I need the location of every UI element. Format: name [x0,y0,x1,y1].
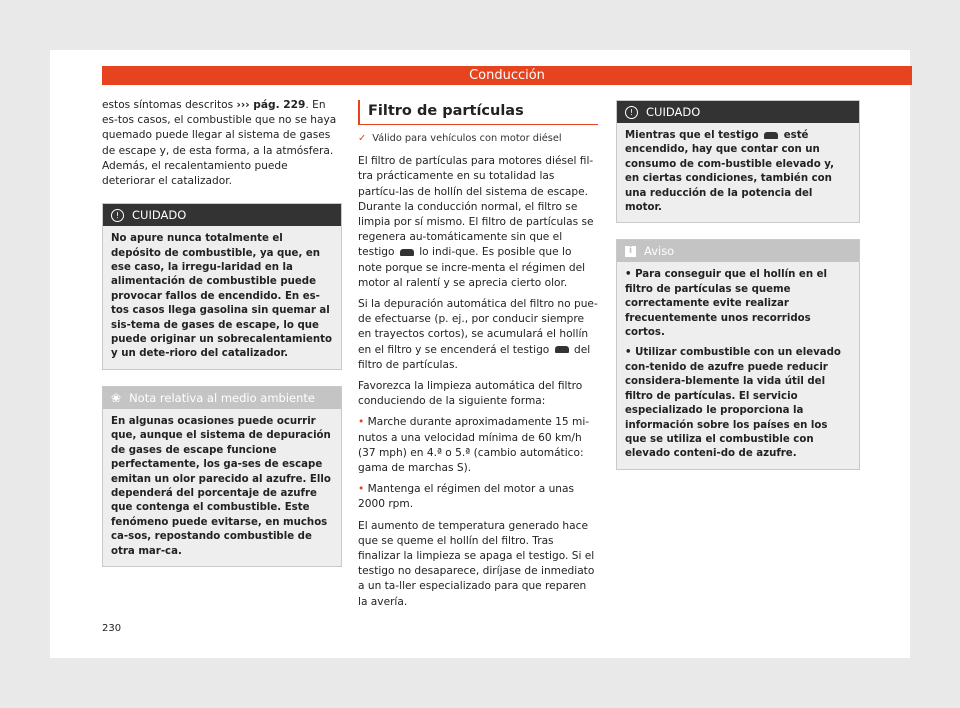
list-item: • Marche durante aproximadamente 15 mi-nutos a una velocidad mínima de 60 km/h (37 mph) en 4.ª o 5.ª (cambio automático: gama de marchas S). [358,416,590,475]
list-item: • Para conseguir que el hollín en el filtro de partículas se queme correctamente evite realizar frecuentemente unos recorridos cortos. [625,269,828,339]
chapter-header: Conducción [102,66,912,85]
environment-note-box [102,386,342,567]
aviso-text [617,262,859,468]
validity-note: ✓ Válido para vehículos con motor diésel [358,131,598,146]
list-item: • Mantenga el régimen del motor a unas 2000 rpm. [358,483,575,511]
caution-box-2 [616,100,860,223]
caution-text-2: Mientras que el testigo esté encendido, hay que contar con un consumo de com-bustible elevado y, en ciertas condiciones, también con una reducción de la potencia del motor. [617,123,859,222]
particle-filter-warning-icon [764,132,778,139]
page [50,50,910,658]
column-middle [358,98,598,616]
paragraph-2: Si la depuración automática del filtro no pue-de efectuarse (p. ej., por conducir siempre en trayectos cortos), se acumulará el hollín en el filtro y se encenderá el testigo del filtro de partículas. [358,298,598,371]
info-icon: i [625,246,636,257]
aviso-box [616,239,860,469]
particle-filter-warning-icon [555,346,569,353]
aviso-header: i Aviso [617,240,859,262]
caution-header-2: ! CUIDADO [617,101,859,123]
caution-header: ! CUIDADO [103,204,341,226]
environment-note-header: ❀ Nota relativa al medio ambiente [103,387,341,409]
caution-box [102,203,342,370]
section-title: Filtro de partículas [358,100,598,125]
bullet-icon: • [358,416,365,429]
column-left [102,98,342,567]
particle-filter-warning-icon [400,249,414,256]
column-right [616,98,860,470]
page-reference-link[interactable]: ››› pág. 229 [236,99,306,111]
caution-text: No apure nunca totalmente el depósito de combustible, ya que, en ese caso, la irregu-laridad en la alimentación de combustible puede provocar fallos de encendido. En es-tos casos llega gasolina sin quemar al sis-tema de gases de escape, lo que puede originar un sobrecalentamiento y un dete-rioro del catalizador. [103,226,341,369]
warning-icon: ! [111,209,124,222]
bullet-icon: • [358,483,365,496]
paragraph-3: Favorezca la limpieza automática del filtro conduciendo de la siguiente forma: [358,380,583,408]
intro-paragraph: estos síntomas descritos ››› pág. 229. En es-tos casos, el combustible que no se haya quemado puede llegar al sistema de gases de escape y, de esta forma, a la atmósfera. Además, el recalentamiento puede deteriorar el catalizador. [102,99,337,188]
leaf-icon: ❀ [111,390,122,405]
warning-icon: ! [625,106,638,119]
bullet-icon: • [625,347,632,359]
bullet-icon: • [625,269,632,281]
check-icon: ✓ [358,133,367,144]
page-number: 230 [102,623,122,634]
paragraph-1: El filtro de partículas para motores diésel fil-tra prácticamente en su totalidad las partícu-las de hollín del sistema de escape. Durante la conducción normal, el filtro se limpia por sí mismo. El filtro de partículas se regenera au-tomáticamente sin que el testigo lo indi-que. Es posible que lo note porque se incre-menta el régimen del motor al ralentí y se aprecia cierto olor. [358,155,594,289]
environment-note-text: En algunas ocasiones puede ocurrir que, aunque el sistema de depuración de gases de escape funcione perfectamente, los ga-ses de escape emitan un olor parecido al azufre. Ello dependerá del porcentaje de azufre que contenga el combustible. Este fenómeno puede evitarse, en muchos ca-sos, repostando combustible de otra mar-ca. [103,409,341,566]
paragraph-4: El aumento de temperatura generado hace que se queme el hollín del filtro. Tras finalizar la limpieza se apaga el testigo. Si el testigo no desaparece, diríjase de inmediato a un ta-ller especializado para que reparen la avería. [358,519,595,608]
list-item: • Utilizar combustible con un elevado con-tenido de azufre puede reducir considera-blemente la vida útil del filtro de partículas. El servicio especializado le proporciona la información sobre los países en los que se utiliza el combustible con elevado conteni-do de azufre. [625,347,841,460]
